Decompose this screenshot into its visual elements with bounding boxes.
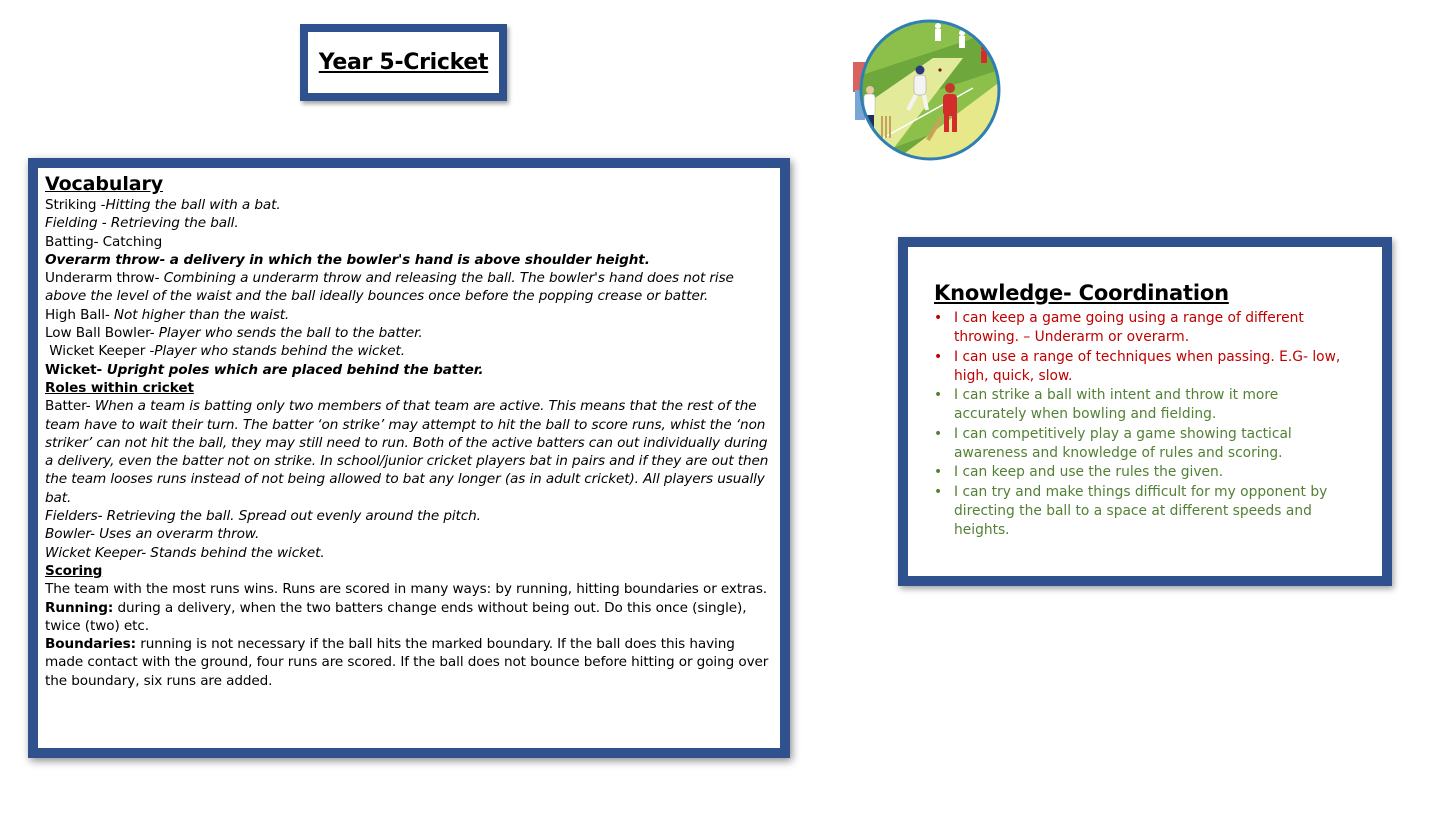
term: Running: [45, 599, 114, 616]
bullet-icon: • [934, 310, 943, 326]
list-item-text: I can competitively play a game showing tactical awareness and knowledge of rules and scoring. [954, 425, 1292, 462]
list-item [934, 463, 1358, 482]
cricket-scene [853, 18, 1005, 162]
term: Batter- [45, 398, 95, 415]
knowledge-panel [898, 237, 1392, 586]
role-fielders [45, 507, 773, 525]
role-bowler [45, 525, 773, 543]
vocab-underarm [45, 269, 773, 306]
role-wicket-keeper [45, 544, 773, 562]
vocab-wicket-keeper [45, 342, 773, 360]
definition: Bowler- Uses an overarm throw. [45, 526, 260, 543]
scoring-boundaries [45, 635, 773, 690]
list-item-text: I can try and make things difficult for my opponent by directing the ball to a space at different speeds and heights. [954, 483, 1328, 539]
vocab-overarm [45, 251, 773, 269]
list-item-text: I can keep a game going using a range of different throwing. – Underarm or overarm. [954, 310, 1304, 346]
scoring-heading: Scoring [45, 562, 103, 579]
bullet-icon: • [934, 425, 943, 442]
list-item [934, 425, 1358, 464]
definition: during a delivery, when the two batters change ends without being out. Do this once (single), twice (two) etc. [45, 599, 747, 634]
bullet-icon: • [934, 348, 943, 365]
scoring-running [45, 599, 773, 636]
role-batter [45, 397, 773, 507]
definition: Player who sends the ball to the batter. [158, 325, 423, 342]
title-box [300, 24, 507, 101]
list-item [934, 386, 1358, 425]
knowledge-list [934, 309, 1358, 541]
vocab-high-ball [45, 306, 773, 324]
list-item [934, 483, 1358, 541]
term: Wicket Keeper - [45, 343, 155, 360]
vocab-fielding [45, 214, 773, 232]
cricket-illustration [853, 18, 1005, 162]
definition: running is not necessary if the ball hits the marked boundary. If the ball does this having made contact with the ground, four runs are scored. If the ball does not bounce before hitting or going over the boundary, six runs are added. [45, 636, 769, 689]
vocab-batting: Batting- Catching [45, 233, 163, 250]
definition: Overarm throw- a delivery in which the bowler's hand is above shoulder height. [45, 251, 650, 268]
term: Wicket- [45, 361, 107, 378]
definition: Combining a underarm throw and releasing the ball. The bowler's hand does not rise above the level of the waist and the ball ideally bounces once before the popping crease or batter. [45, 270, 734, 305]
bullet-icon: • [934, 483, 943, 500]
definition: Player who stands behind the wicket. [154, 343, 405, 360]
vocab-low-ball-bowler [45, 324, 773, 342]
list-item-text: I can strike a ball with intent and throw it more accurately when bowling and fielding. [954, 387, 1279, 423]
term: Low Ball Bowler- [45, 325, 159, 342]
list-item-text: I can use a range of techniques when passing. E.G- low, high, quick, slow. [954, 348, 1341, 384]
vocab-striking [45, 196, 773, 214]
term: Striking - [45, 197, 106, 213]
list-item-text: I can keep and use the rules the given. [954, 464, 1224, 481]
list-item [934, 348, 1358, 387]
definition: Fielding - Retrieving the ball. [45, 215, 239, 232]
knowledge-heading: Knowledge- Coordination [934, 281, 1229, 305]
bullet-icon: • [934, 464, 943, 481]
roles-heading: Roles within cricket [45, 379, 194, 396]
ball-shape [938, 68, 941, 71]
definition: When a team is batting only two members of that team are active. This means that the rest of the team have to wait their turn. The batter ‘on strike’ may attempt to hit the ball to score runs, whist the ‘non striker’ can not hit the ball, they may still need to run. Both of the active batters can out individually during a delivery, even the batter not on strike. In school/junior cricket players bat in pairs and if they are out then the team looses runs instead of not being allowed to bat any longer (as in adult cricket). All players usually bat. [45, 398, 769, 506]
definition: Hitting the ball with a bat. [105, 197, 281, 213]
scoring-intro: The team with the most runs wins. Runs are scored in many ways: by running, hitting boundaries or extras. [45, 581, 768, 598]
definition: Fielders- Retrieving the ball. Spread out evenly around the pitch. [45, 508, 481, 525]
vocabulary-heading: Vocabulary [45, 173, 164, 195]
term: Boundaries: [45, 636, 136, 653]
definition: Not higher than the waist. [113, 306, 290, 323]
definition: Upright poles which are placed behind the batter. [106, 361, 484, 378]
list-item [934, 309, 1358, 348]
definition: Wicket Keeper- Stands behind the wicket. [45, 544, 325, 561]
stumps-shape [881, 116, 891, 138]
term: Underarm throw- [45, 270, 164, 287]
vocabulary-panel [28, 158, 790, 758]
page-title: Year 5-Cricket [318, 50, 489, 75]
term: High Ball- [45, 306, 114, 323]
bullet-icon: • [934, 387, 943, 404]
vocab-wicket [45, 361, 773, 379]
